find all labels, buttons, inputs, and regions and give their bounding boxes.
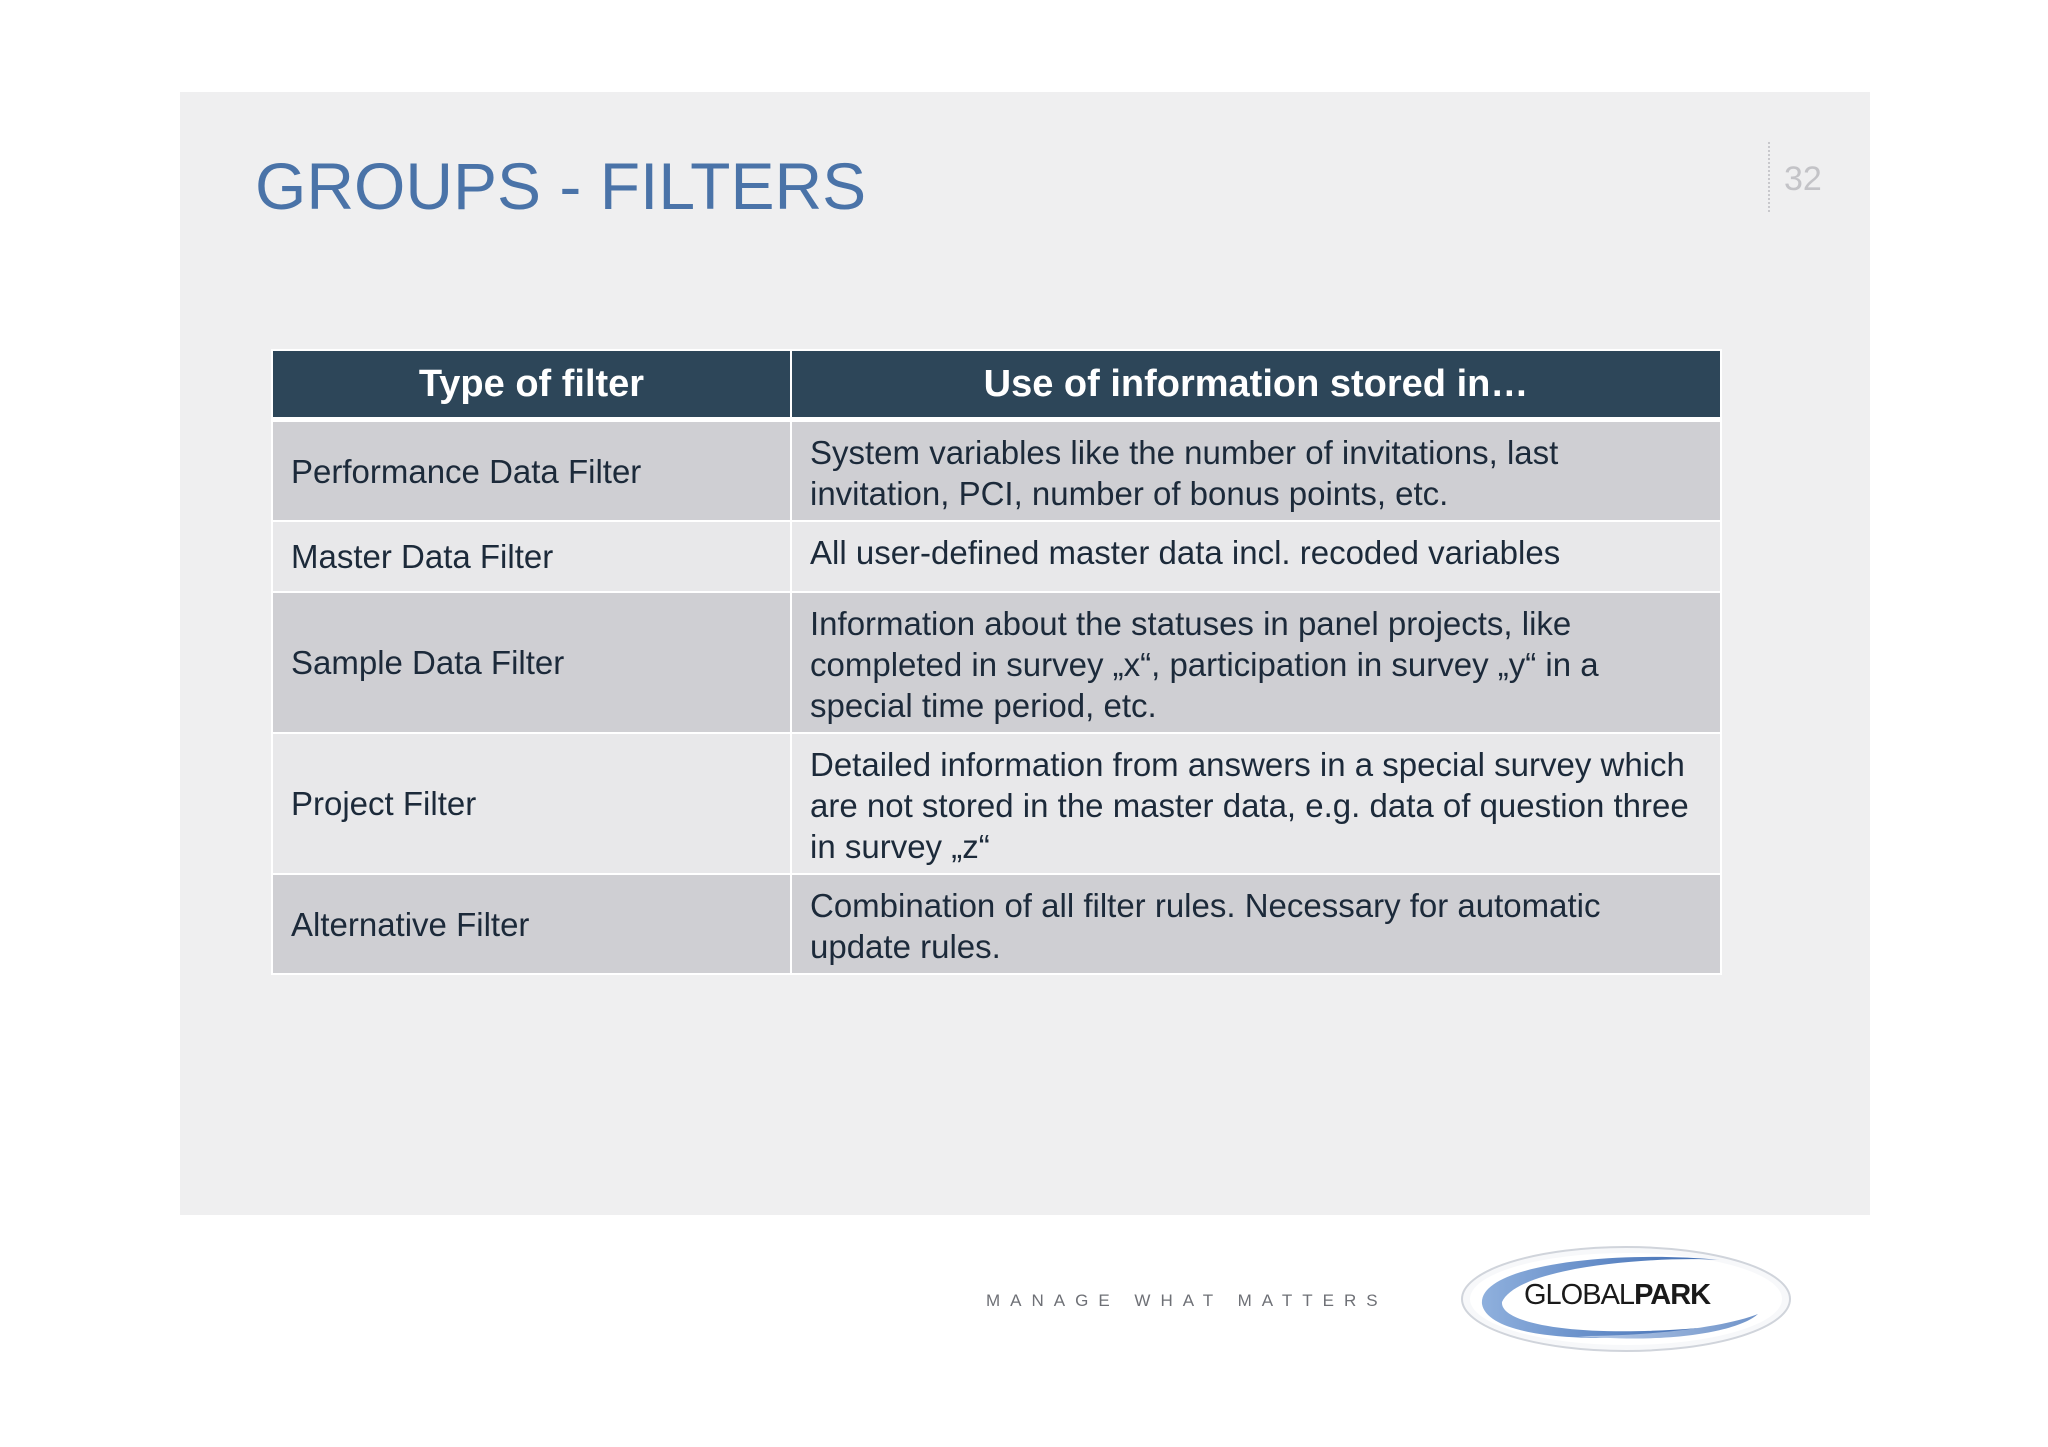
- table-row: [272, 592, 1721, 733]
- table-header-row: [272, 350, 1721, 420]
- filter-type-cell: Master Data Filter: [272, 521, 791, 592]
- logo-wordmark-regular: GLOBAL: [1524, 1279, 1635, 1311]
- logo-wordmark-bold: PARK: [1634, 1279, 1711, 1311]
- table-row: [272, 733, 1721, 874]
- table-row: [272, 420, 1721, 522]
- filter-use-cell: Detailed information from answers in a special survey which are not stored in the master data, e.g. data of question three in survey „z“: [791, 733, 1721, 874]
- filter-type-cell: Performance Data Filter: [272, 420, 791, 522]
- filter-type-cell: Project Filter: [272, 733, 791, 874]
- logo-wordmark: [1524, 1279, 1710, 1312]
- filter-use-cell: System variables like the number of invitations, last invitation, PCI, number of bonus points, etc.: [791, 420, 1721, 522]
- filter-type-cell: Sample Data Filter: [272, 592, 791, 733]
- header-use-of-information: Use of information stored in…: [791, 350, 1721, 420]
- filter-table: [271, 349, 1722, 975]
- filter-use-cell: Information about the statuses in panel projects, like completed in survey „x“, participation in survey „y“ in a special time period, etc.: [791, 592, 1721, 733]
- filter-use-cell: All user-defined master data incl. recoded variables: [791, 521, 1721, 592]
- page-number: 32: [1784, 160, 1822, 198]
- table-row: [272, 874, 1721, 974]
- footer-tagline: MANAGE WHAT MATTERS: [986, 1291, 1388, 1310]
- header-type-of-filter: Type of filter: [272, 350, 791, 420]
- filter-type-cell: Alternative Filter: [272, 874, 791, 974]
- page-number-divider: [1768, 142, 1770, 212]
- filter-use-cell: Combination of all filter rules. Necessary for automatic update rules.: [791, 874, 1721, 974]
- slide-title: GROUPS - FILTERS: [255, 149, 867, 223]
- table-row: [272, 521, 1721, 592]
